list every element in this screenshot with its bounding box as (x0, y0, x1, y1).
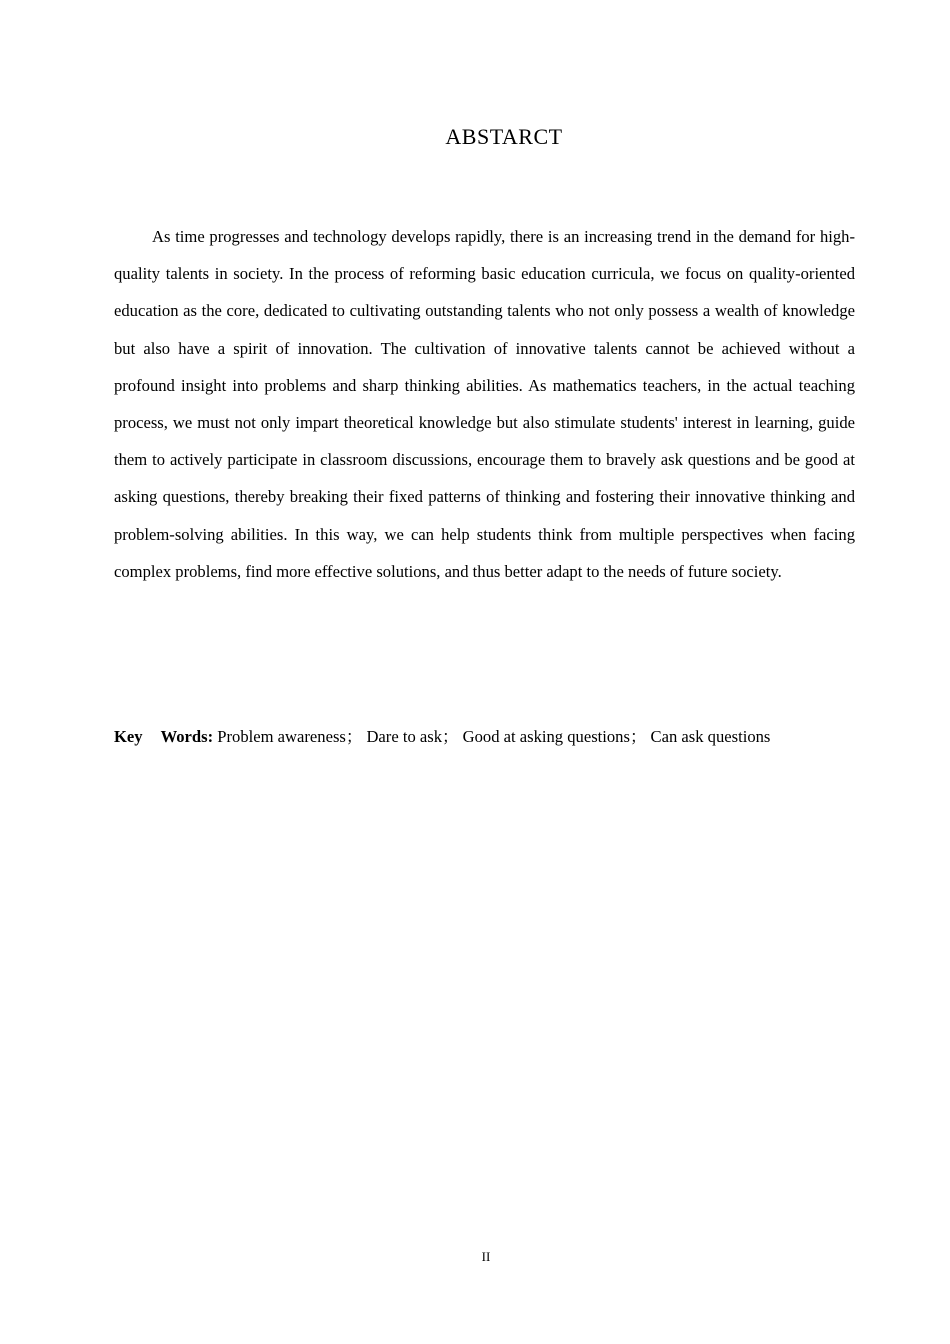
keywords-line (114, 722, 874, 752)
abstract-body: As time progresses and technology develops rapidly, there is an increasing trend in the demand for high-quality talents in society. In the process of reforming basic education curricula, we focus on quality-oriented education as the core, dedicated to cultivating outstanding talents who not only possess a wealth of knowledge but also have a spirit of innovation. The cultivation of innovative talents cannot be achieved without a profound insight into problems and sharp thinking abilities. As mathematics teachers, in the actual teaching process, we must not only impart theoretical knowledge but also stimulate students' interest in learning, guide them to actively participate in classroom discussions, encourage them to bravely ask questions and be good at asking questions, thereby breaking their fixed patterns of thinking and fostering their innovative thinking and problem-solving abilities. In this way, we can help students think from multiple perspectives when facing complex problems, find more effective solutions, and thus better adapt to the needs of future society. (114, 227, 855, 581)
page-number: II (481, 1249, 491, 1264)
keyword-item: Can ask questions (650, 727, 771, 746)
keywords-label-key: Key (114, 727, 143, 746)
abstract-title: ABSTARCT (445, 124, 563, 149)
keyword-item: Good at asking questions (462, 727, 630, 746)
keyword-separator: ； (629, 727, 647, 746)
keyword-item: Dare to ask (366, 727, 443, 746)
keywords-label-words: Words: (160, 727, 214, 746)
keyword-separator: ； (442, 727, 459, 746)
keyword-separator: ； (345, 727, 363, 746)
keyword-item: Problem awareness (217, 727, 346, 746)
